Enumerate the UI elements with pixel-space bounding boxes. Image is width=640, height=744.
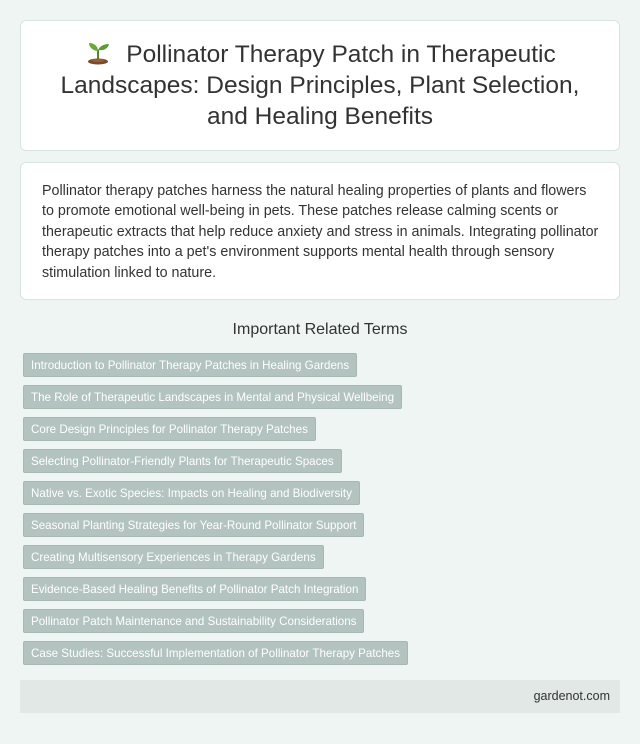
related-term-link[interactable]: Selecting Pollinator-Friendly Plants for Therapeutic Spaces bbox=[23, 449, 342, 473]
related-term-link[interactable]: Seasonal Planting Strategies for Year-Round Pollinator Support bbox=[23, 513, 364, 537]
related-term-link[interactable]: Evidence-Based Healing Benefits of Pollinator Patch Integration bbox=[23, 577, 366, 601]
related-term-link[interactable]: Creating Multisensory Experiences in Therapy Gardens bbox=[23, 545, 324, 569]
description-card bbox=[20, 162, 620, 300]
related-term-item bbox=[23, 385, 408, 409]
related-terms-list bbox=[23, 353, 408, 673]
related-term-item bbox=[23, 481, 408, 505]
sprout-icon bbox=[84, 39, 112, 65]
related-term-item bbox=[23, 353, 408, 377]
related-term-item bbox=[23, 545, 408, 569]
related-term-item bbox=[23, 609, 408, 633]
related-term-link[interactable]: Native vs. Exotic Species: Impacts on Healing and Biodiversity bbox=[23, 481, 360, 505]
related-term-item bbox=[23, 641, 408, 665]
page-title bbox=[45, 39, 595, 132]
related-term-link[interactable]: The Role of Therapeutic Landscapes in Mental and Physical Wellbeing bbox=[23, 385, 402, 409]
related-term-item bbox=[23, 417, 408, 441]
page-title-text: Pollinator Therapy Patch in Therapeutic Landscapes: Design Principles, Plant Selection, and Healing Benefits bbox=[60, 41, 580, 130]
footer-site-name: gardenot.com bbox=[533, 689, 610, 703]
related-term-item bbox=[23, 577, 408, 601]
related-term-link[interactable]: Case Studies: Successful Implementation of Pollinator Therapy Patches bbox=[23, 641, 408, 665]
description-text: Pollinator therapy patches harness the natural healing properties of plants and flowers to promote emotional well-being in pets. These patches release calming scents or therapeutic extracts that help reduce anxiety and stress in animals. Integrating pollinator therapy patches into a pet's environment supports mental health through sensory stimulation linked to nature. bbox=[42, 183, 599, 281]
footer bbox=[20, 680, 620, 713]
related-terms-heading: Important Related Terms bbox=[232, 321, 408, 338]
related-term-item bbox=[23, 449, 408, 473]
related-term-link[interactable]: Pollinator Patch Maintenance and Sustainability Considerations bbox=[23, 609, 364, 633]
related-term-item bbox=[23, 513, 408, 537]
related-term-link[interactable]: Introduction to Pollinator Therapy Patches in Healing Gardens bbox=[23, 353, 357, 377]
related-term-link[interactable]: Core Design Principles for Pollinator Therapy Patches bbox=[23, 417, 316, 441]
title-card bbox=[20, 20, 620, 151]
